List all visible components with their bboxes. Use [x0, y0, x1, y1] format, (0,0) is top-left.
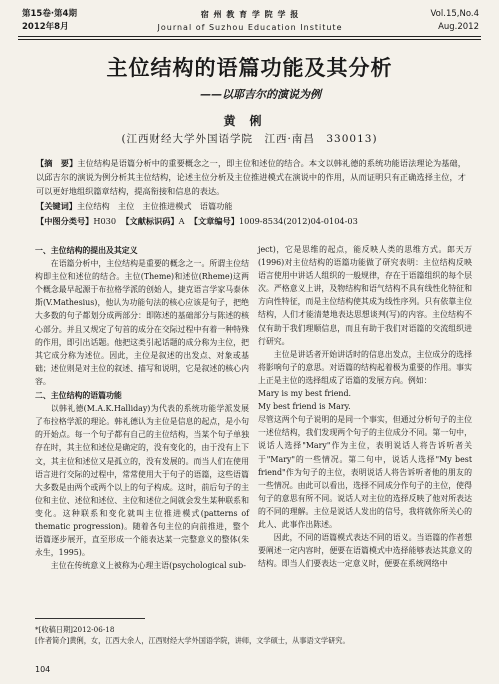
example-sentence: My best friend is Mary. — [258, 402, 351, 412]
paragraph: 主位是讲话者开始讲话时的信息出发点，主位成分的选择将影响句子的意思。对语篇的结构起着极为重要的作用。事实上正是主位的选择组成了语篇的发展方向。例如： — [258, 349, 472, 385]
keywords-text: 主位结构 主位 主位推进模式 语篇功能 — [76, 201, 233, 211]
abstract-label: 【摘 要】 — [36, 158, 78, 168]
abstract-text: 主位结构是语篇分析中的重要概念之一，即主位和述位的结合。本文以韩礼德的系统功能语法理论为基础，以邱吉尔的演说为例分析其主位结构，论述主位分析及主位推进模式在演说中的作用，从而证明只有正确选择主位，才可以更好地组织篇章结构，提高衔接和信息的表达。 — [36, 158, 466, 196]
author-bio: [作者简介]黄俐，女，江西大余人，江西财经大学外国语学院，讲师，文学硕士，从事语文学研究。 — [35, 636, 350, 645]
author-affiliation: (江西财经大学外国语学院 江西·南昌 330013) — [121, 133, 378, 145]
paragraph: 尽管这两个句子说明的是同一个事实，但通过分析句子的主位一述位结构，我们发现两个句子的主位成分不同。第一句中，说话人选择"Mary"作为主位，表明说话人将告诉听者关于"Mary"的一些情况。第二句中，说话人选择"My best friend"作为句子的主位，表明说话人将告诉听者他的朋友的一些情况。由此可以看出，选择不同成分作句子的主位，使得句子的意思有所不同。说话人对主位的选择反映了他对所表达的不同的理解。主位是说话人发出的信号，我将就你所关心的此人、此事作出陈述。 — [258, 415, 472, 529]
paragraph: 在语篇分析中，主位结构是重要的概念之一。所谓主位结构即主位和述位的结合。主位(Theme)和述位(Rheme)这两个概念最早起源于布拉格学派的创始人，捷克语言学家马泰休斯(V.Mathesius)，他认为功能句法的核心应该是句子，把绝大多数的句子都划分成两部分：即陈述的基础部分与陈述的核心部分。并且又规定了句首的成分在交际过程中有着一种特殊的作用，即引出话题。他把这类引起话题的成分称为主位，把其它成分称为述位。因此，主位是叙述的出发点、对象或基础；述位则是对主位的叙述、描写和说明，它是叙述的核心内容。 — [35, 259, 249, 386]
abstract — [36, 156, 466, 198]
article-id-label: 【文章编号】 — [189, 216, 239, 226]
article-subtitle: ——以耶吉尔的演说为例 — [200, 88, 321, 101]
section-heading: 一、主位结构的提出及其定义 — [35, 246, 138, 255]
footnote-rule — [35, 618, 145, 619]
doc-code: A — [178, 216, 185, 226]
author-name: 黄俐 — [223, 114, 276, 128]
date-cn: 2012年8月 — [22, 22, 69, 32]
body-column-left — [35, 243, 249, 572]
footnote — [35, 624, 465, 646]
section-heading: 二、主位结构的语篇功能 — [35, 391, 122, 401]
paragraph: 主位在传统意义上被称为心理主语(psychological sub- — [50, 561, 246, 571]
keywords-label: 【关键词】 — [36, 201, 77, 211]
example-sentence: Mary is my best friend. — [258, 389, 352, 399]
date-en: Aug.2012 — [438, 22, 479, 32]
clc-code: H030 — [93, 216, 117, 226]
volume-cn: 第15卷·第4期 — [22, 9, 77, 19]
page-number: 104 — [35, 665, 51, 674]
body-column-right — [258, 243, 472, 570]
keywords — [36, 199, 466, 213]
header-rule-thin — [18, 39, 481, 40]
running-header-right — [431, 8, 479, 34]
paragraph: 以韩礼德(M.A.K.Halliday)为代表的系统功能学派发展了布拉格学派的理论。韩礼德认为主位是信息的起点，是小句的开始点。每一个句子都有自己的主位结构，当某个句子单独存在时，其主位和述位是确定的，没有变化的，由于没有上下文，其主位和述位又是孤立的，没有发展的。而当人们在使用语言进行交际的过程中，常常使用大于句子的语篇，这些语篇大多数是由两个或两个以上的句子构成。这时，前后句子的主位和主位、述位和述位、主位和述位之间就会发生某种联系和变化。这种联系和变化就叫主位推进模式(patterns of thematic progression)。随着各句主位的向前推进，整个语篇逐步展开，直至形成一个能表达某一完整意义的整体(朱永生，1995)。 — [35, 404, 249, 558]
journal-name-en: Journal of Suzhou Education Institute — [157, 23, 343, 32]
article-title: 主位结构的语篇功能及其分析 — [106, 55, 393, 80]
paragraph: ject)，它是思维的起点，能反映人类的思维方式。郎天万(1996)对主位结构的语篇功能做了研究表明：主位结构反映语言使用中讲话人组织的一般规律，存在于语篇组织的每个层次。严格意义上讲，及物结构和语气结构不具有线性化特征和方向性特征，而是主位结构使其成为线性序列。只有依靠主位结构，人们才能清楚地表达思想谈判(写)的内容。主位结构不仅有助于我们理顺信息，而且有助于我们对语篇的交流组织进行研究。 — [258, 245, 472, 346]
article-id: 1009-8534(2012)04-0104-03 — [238, 216, 358, 226]
running-header-center — [130, 8, 370, 34]
clc-label: 【中图分类号】 — [36, 216, 94, 226]
running-header-left — [22, 8, 77, 34]
journal-name-cn: 宿 州 教 育 学 院 学 报 — [200, 10, 300, 19]
classification-line — [36, 214, 466, 228]
header-rule-thick — [18, 36, 481, 37]
received-date: *[收稿日期]2012-06-18 — [35, 625, 115, 634]
volume-en: Vol.15,No.4 — [430, 9, 479, 19]
doc-code-label: 【文献标识码】 — [121, 216, 179, 226]
paragraph: 因此，不同的语篇模式表达不同的语义。当语篇的作者想要阐述一定内容时，便要在语篇模式中选择能够表达其意义的结构。即当人们要表达一定意义时，便要在系统网络中 — [258, 533, 472, 569]
